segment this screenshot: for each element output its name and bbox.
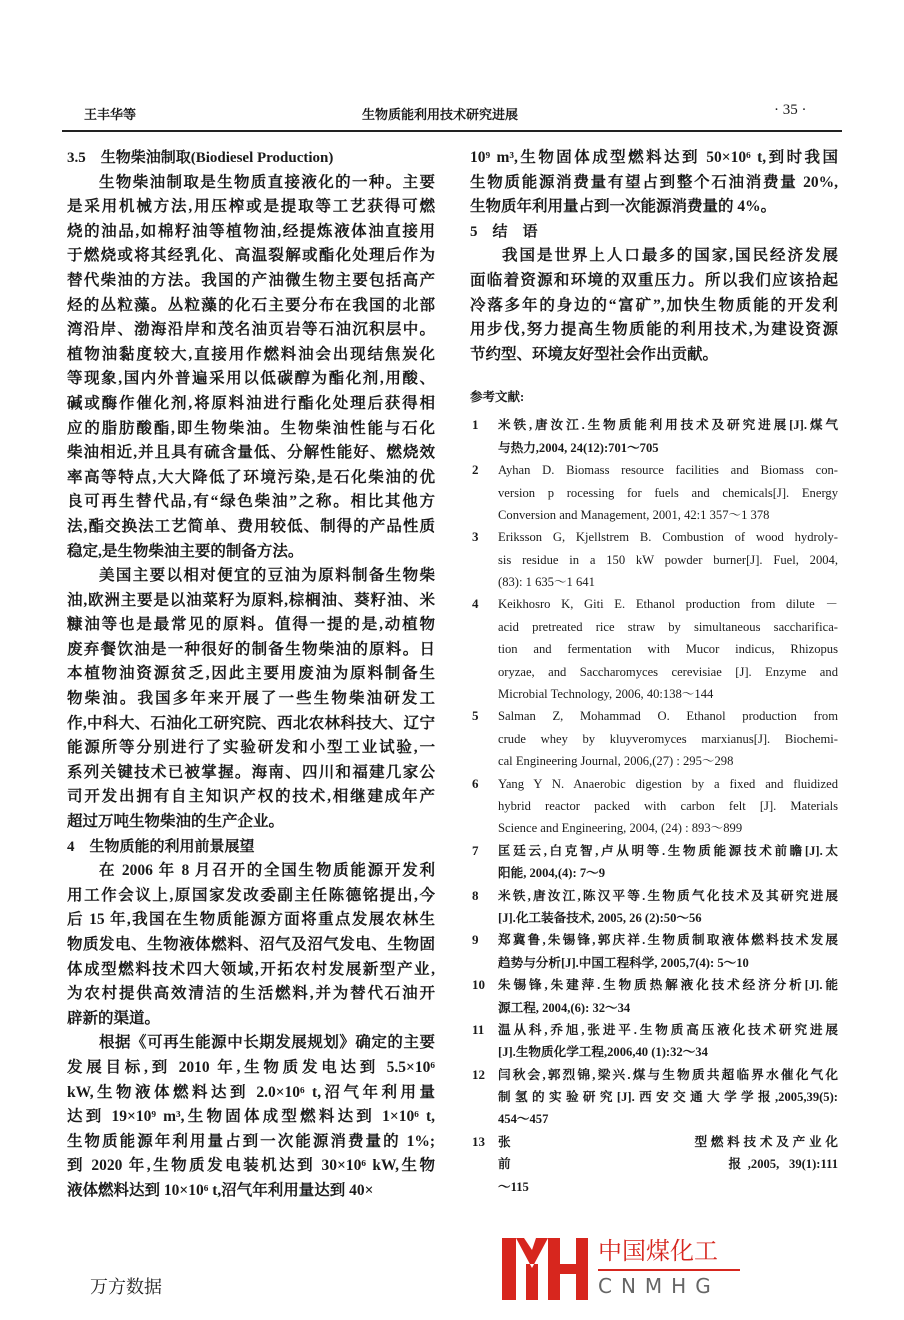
reference-line: 制氢的实验研究[J].西安交通大学学报,2005,39(5):	[498, 1090, 838, 1105]
right-column	[470, 146, 838, 1198]
text-line: 物质发电、生物液体燃料、沼气及沼气发电、生物固	[67, 936, 435, 953]
reference-line: 源工程, 2004,(6): 32～34	[498, 1000, 631, 1015]
text-line: kW,生物液体燃料达到 2.0×10⁶ t,沼气年利用量	[67, 1083, 435, 1101]
reference-line: crude whey by kluyveromyces marxianus[J]. Biochemi-	[498, 731, 838, 746]
reference-line: sis residue in a 150 kW powder burner[J]. Fuel, 2004,	[498, 552, 838, 567]
reference-line: hybrid reactor packed with carbon felt [J]. Materials	[498, 798, 838, 813]
reference-number: 13	[472, 1133, 485, 1149]
reference-line: Salman Z, Mohammad O. Ethanol production from	[498, 709, 838, 724]
text-line: 节约型、环境友好型社会作出贡献。	[470, 345, 719, 363]
text-line: 我国是世界上人口最多的国家,国民经济发展	[502, 247, 838, 265]
logo-underline	[598, 1269, 740, 1271]
running-head-title: 生物质能利用技术研究进展	[362, 107, 519, 122]
header-rule	[62, 130, 842, 132]
reference-line: 朱锡锋,朱建萍.生物质热解液化技术经济分析[J].能	[498, 978, 838, 993]
text-line: 美国主要以相对便宜的豆油为原料制备生物柴	[99, 567, 435, 585]
text-line: 柴油相近,并且具有硫含量低、分解性能好、燃烧效	[67, 444, 435, 462]
text-line: 司开发出拥有自主知识产权的技术,相继建成年产	[67, 788, 435, 806]
reference-line: [J].生物质化学工程,2006,40 (1):32～34	[498, 1045, 708, 1060]
text-line: 超过万吨生物柴油的生产企业。	[67, 813, 285, 831]
reference-item	[470, 705, 838, 772]
reference-line: Ayhan D. Biomass resource facilities and Biomass con-	[498, 463, 838, 478]
reference-item	[470, 773, 838, 840]
text-line: 稳定,是生物柴油主要的制备方法。	[67, 542, 304, 560]
section-heading: 5 结 语	[470, 223, 538, 240]
reference-line: Conversion and Management, 2001, 42:1 357～1 378	[498, 507, 770, 522]
section-heading: 3.5 生物柴油制取(Biodiesel Production)	[67, 150, 334, 166]
text-line: 烧的油品,如棉籽油等植物油,经提炼液体油直接用	[67, 222, 435, 240]
logo-english-text: CNMHG	[598, 1274, 720, 1298]
reference-line: 与热力,2004, 24(12):701～705	[498, 440, 659, 455]
reference-line: cal Engineering Journal, 2006,(27) : 295～298	[498, 754, 734, 769]
reference-number: 3	[472, 529, 479, 545]
text-line: 植物油黏度较大,直接用作燃料油会出现结焦炭化	[67, 345, 435, 363]
text-line: 烃的丛粒藻。丛粒藻的化石主要分布在我国的北部	[67, 296, 435, 314]
reference-line: Yang Y N. Anaerobic digestion by a fixed and fluidized	[498, 776, 838, 791]
text-line: 用步伐,努力提高生物质能的利用技术,为建设资源	[470, 321, 838, 339]
text-line: 后 15 年,我国在生物质能源方面将重点发展农林生	[67, 911, 435, 929]
reference-number: 1	[472, 417, 479, 433]
reference-number: 7	[472, 842, 479, 858]
text-line: 生物质年利用量占到一次能源消费量的 4%。	[470, 198, 777, 216]
reference-item	[470, 414, 838, 459]
reference-number: 8	[472, 887, 479, 903]
text-line: 面临着资源和环境的双重压力。所以我们应该拾起	[470, 271, 838, 289]
reference-item	[470, 1019, 838, 1064]
reference-line: version p rocessing for fuels and chemicals[J]. Energy	[498, 485, 838, 500]
reference-line: 张 型燃料技术及产业化	[498, 1134, 838, 1149]
text-line: 辟新的渠道。	[67, 1009, 161, 1027]
reference-line: 米铁,唐汝江,陈汉平等.生物质气化技术及其研究进展	[498, 888, 838, 903]
text-line: 作,中科大、石油化工研究院、西北农林科技大、辽宁	[67, 714, 435, 732]
reference-line: Microbial Technology, 2006, 40:138～144	[498, 687, 714, 702]
reference-number: 11	[472, 1021, 485, 1037]
text-line: 法,酯交换法工艺简单、费用较低、制得的产品性质	[67, 517, 435, 535]
text-line: 糠油等也是最常见的原料。值得一提的是,动植物	[67, 616, 435, 634]
text-line: 液体燃料达到 10×10⁶ t,沼气年利用量达到 40×	[67, 1181, 374, 1199]
text-line: 到 2020 年,生物质发电装机达到 30×10⁶ kW,生物	[67, 1157, 435, 1175]
text-line: 良可再生替代品,有“绿色柴油”之称。相比其他方	[67, 493, 435, 511]
reference-number: 12	[472, 1066, 485, 1082]
text-line: 替代柴油的方法。我国的产油微生物主要包括高产	[67, 271, 435, 289]
reference-line: Science and Engineering, 2004, (24) : 893～899	[498, 821, 743, 836]
text-line: 碱或酶作催化剂,将原料油进行酯化处理后获得相	[67, 394, 435, 412]
reference-number: 10	[472, 977, 485, 993]
cnmhg-logo	[502, 1236, 842, 1302]
logo-chinese-text: 中国煤化工	[598, 1237, 718, 1265]
reference-line: acid pretreated rice straw by simultaneous saccharifica-	[498, 619, 838, 634]
reference-item	[470, 1131, 838, 1198]
text-line: 系列关键技术已被掌握。海南、四川和福建几家公	[67, 763, 435, 781]
text-line: 等现象,国内外普遍采用以低碳醇为酯化剂,用酸、	[67, 370, 435, 388]
reference-item	[470, 840, 838, 885]
reference-item	[470, 929, 838, 974]
reference-line: 温从科,乔旭,张进平.生物质高压液化技术研究进展	[498, 1022, 838, 1037]
text-line: 本植物油资源贫乏,因此主要用废油为原料制备生	[67, 665, 435, 683]
text-line: 湾沿岸、渤海沿岸和茂名油页岩等石油沉积层中。	[67, 321, 435, 339]
reference-line: [J].化工装备技术, 2005, 26 (2):50～56	[498, 910, 702, 925]
text-line: 物柴油。我国多年来开展了一些生物柴油研发工	[67, 690, 435, 708]
text-line: 为农村提供高效清洁的生活燃料,并为替代石油开	[67, 985, 435, 1003]
text-line: 应的脂肪酸酯,即生物柴油。生物柴油性能与石化	[67, 419, 435, 437]
reference-line: (83): 1 635～1 641	[498, 575, 595, 590]
references-heading: 参考文献:	[470, 390, 525, 405]
reference-line: 郑冀鲁,朱锡锋,郭庆祥.生物质制取液体燃料技术发展	[498, 933, 838, 948]
reference-line: 前 报,2005, 39(1):111	[498, 1157, 838, 1172]
logo-mark-icon	[502, 1238, 590, 1300]
reference-line: 闫秋会,郭烈锦,梁兴.煤与生物质共超临界水催化气化	[498, 1067, 838, 1082]
left-column	[67, 146, 435, 1204]
reference-line: 趋势与分析[J].中国工程科学, 2005,7(4): 5～10	[498, 955, 749, 970]
text-line: 体成型燃料技术四大领域,开拓农村发展新型产业,	[67, 960, 435, 978]
reference-line: 米铁,唐汝江.生物质能利用技术及研究进展[J].煤气	[498, 418, 838, 433]
text-line: 用工作会议上,原国家发改委副主任陈德铭提出,今	[67, 886, 435, 904]
text-line: 油,欧洲主要是以油菜籽为原料,棕榈油、葵籽油、米	[67, 591, 435, 609]
text-line: 10⁹ m³,生物固体成型燃料达到 50×10⁶ t,到时我国	[470, 149, 838, 166]
text-line: 废弃餐饮油是一种很好的制备生物柴油的原料。日	[67, 640, 435, 658]
reference-number: 4	[472, 596, 479, 612]
reference-item	[470, 974, 838, 1019]
text-line: 达到 19×10⁹ m³,生物固体成型燃料达到 1×10⁶ t,	[67, 1108, 435, 1126]
wanfang-watermark: 万方数据	[90, 1277, 162, 1298]
page-number: · 35 ·	[774, 102, 807, 118]
text-line: 生物柴油制取是生物质直接液化的一种。主要	[99, 173, 435, 191]
reference-line: 阳能, 2004,(4): 7～9	[498, 866, 606, 881]
reference-list	[470, 414, 838, 1198]
text-line: 发展目标,到 2010 年,生物质发电达到 5.5×10⁶	[67, 1058, 435, 1076]
reference-line: 匡廷云,白克智,卢从明等.生物质能源技术前瞻[J].太	[498, 843, 838, 858]
text-line: 根据《可再生能源中长期发展规划》确定的主要	[99, 1034, 435, 1052]
reference-item	[470, 885, 838, 930]
text-line: 率高等特点,大大降低了环境污染,是石化柴油的优	[67, 468, 435, 486]
reference-number: 6	[472, 775, 479, 791]
reference-line: Keikhosro K, Giti E. Ethanol production from dilute －	[498, 597, 838, 612]
text-line: 在 2006 年 8 月召开的全国生物质能源开发利	[99, 862, 435, 880]
text-line: 是采用机械方法,用压榨或是提取等工艺获得可燃	[67, 198, 435, 216]
reference-number: 2	[472, 462, 479, 478]
reference-line: ～115	[498, 1179, 529, 1194]
running-head-author: 王丰华等	[84, 107, 137, 122]
reference-line: tion and fermentation with Mucor indicus, Rhizopus	[498, 642, 838, 657]
reference-item	[470, 526, 838, 593]
reference-line: 454～457	[498, 1112, 549, 1127]
text-line: 生物质能源年利用量占到一次能源消费量的 1%;	[67, 1132, 435, 1150]
reference-item	[470, 1064, 838, 1131]
reference-number: 5	[472, 708, 479, 724]
text-line: 于燃烧或将其经乳化、高温裂解或酯化处理后作为	[67, 247, 435, 265]
text-line: 生物质能源消费量有望占到整个石油消费量 20%,	[470, 173, 838, 191]
reference-line: Eriksson G, Kjellstrem B. Combustion of wood hydroly-	[498, 530, 838, 545]
section-heading: 4 生物质能的利用前景展望	[67, 838, 255, 855]
reference-item	[470, 459, 838, 526]
text-line: 能源所等分别进行了实验研发和小型工业试验,一	[67, 739, 435, 757]
reference-line: oryzae, and Saccharomyces cerevisiae [J]. Enzyme and	[498, 664, 838, 679]
reference-item	[470, 593, 838, 705]
text-line: 冷落多年的身边的“富矿”,加快生物质能的开发利	[470, 296, 838, 314]
reference-number: 9	[472, 932, 479, 948]
